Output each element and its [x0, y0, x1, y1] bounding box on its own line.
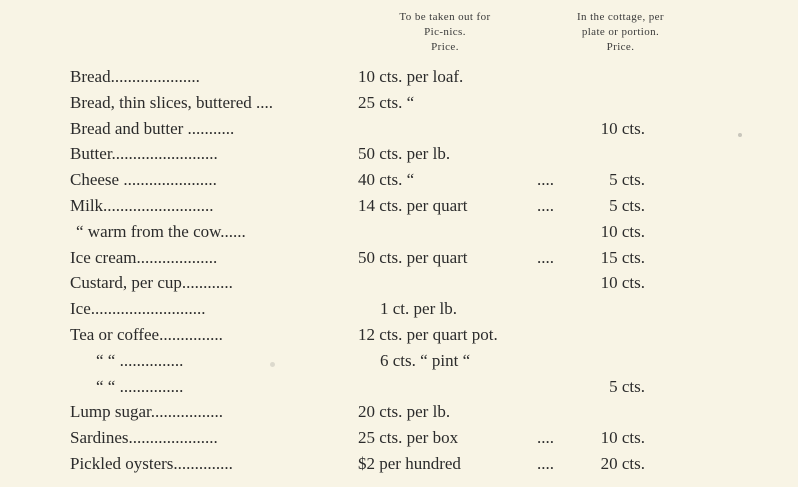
picnic-header-line: Price.	[431, 41, 459, 53]
cottage-price: 10 cts.	[600, 118, 645, 138]
item-name: “ “ ...............	[96, 376, 184, 396]
item-name: Ice...........................	[70, 299, 206, 319]
cottage-price: 15 cts.	[600, 247, 645, 267]
picnic-price: 25 cts. per box	[358, 428, 459, 448]
item-name: Milk..........................	[70, 195, 214, 215]
item-name: Pickled oysters..............	[70, 453, 233, 473]
cottage-price: 5 cts.	[609, 170, 645, 190]
leader-dots: ....	[537, 195, 554, 215]
table-row	[0, 296, 798, 322]
table-row	[0, 245, 798, 271]
table-row	[0, 270, 798, 296]
picnic-price: 12 cts. per quart pot.	[358, 324, 498, 344]
picnic-price: 20 cts. per lb.	[358, 402, 451, 422]
item-name: Custard, per cup............	[70, 273, 233, 293]
cottage-price: 20 cts.	[600, 453, 645, 473]
table-row	[0, 90, 798, 116]
picnic-price: 50 cts. per quart	[358, 247, 468, 267]
picnic-price: 25 cts. “	[358, 92, 415, 112]
item-name: Bread, thin slices, buttered ....	[70, 92, 274, 112]
picnic-price: 1 ct. per lb.	[380, 299, 457, 319]
picnic-price: 6 cts. “ pint “	[380, 350, 471, 370]
cottage-header-line: plate or portion.	[581, 26, 660, 38]
item-name: “ “ ...............	[96, 350, 184, 370]
table-row	[0, 374, 798, 400]
cottage-price: 10 cts.	[600, 273, 645, 293]
table-row	[0, 219, 798, 245]
table-row	[0, 322, 798, 348]
cottage-header-line: Price.	[606, 41, 635, 53]
item-name: Bread and butter ...........	[70, 118, 235, 138]
table-row	[0, 64, 798, 90]
cottage-price: 10 cts.	[600, 428, 645, 448]
item-name: Tea or coffee...............	[70, 324, 223, 344]
price-table	[0, 64, 798, 477]
cottage-price: 5 cts.	[609, 195, 645, 215]
cottage-price: 5 cts.	[609, 376, 645, 396]
picnic-price: 10 cts. per loaf.	[358, 67, 464, 86]
item-name: Cheese ......................	[70, 170, 217, 190]
paper-speck	[738, 133, 742, 137]
paper-speck	[270, 362, 275, 367]
table-row	[0, 167, 798, 193]
leader-dots: ....	[537, 453, 554, 473]
picnic-header-line: To be taken out for	[399, 11, 491, 23]
cottage-column-header	[548, 10, 693, 55]
table-row	[0, 116, 798, 142]
picnic-header-line: Pic-nics.	[424, 26, 466, 38]
table-row	[0, 451, 798, 477]
cottage-header-line: In the cottage, per	[576, 11, 664, 23]
item-name: Bread.....................	[70, 67, 200, 86]
picnic-price: 50 cts. per lb.	[358, 144, 451, 164]
table-row	[0, 348, 798, 374]
item-name: Ice cream...................	[70, 247, 218, 267]
item-name: “ warm from the cow......	[76, 221, 246, 241]
picnic-column-header	[370, 10, 520, 55]
leader-dots: ....	[537, 170, 554, 190]
item-name: Butter.........................	[70, 144, 218, 164]
cottage-price: 10 cts.	[600, 221, 645, 241]
table-row	[0, 141, 798, 167]
table-row	[0, 399, 798, 425]
picnic-price: 40 cts. “	[358, 170, 415, 190]
table-row	[0, 193, 798, 219]
item-name: Lump sugar.................	[70, 402, 223, 422]
picnic-price: $2 per hundred	[358, 453, 461, 473]
leader-dots: ....	[537, 428, 554, 448]
table-row	[0, 425, 798, 451]
picnic-price: 14 cts. per quart	[358, 195, 468, 215]
item-name: Sardines.....................	[70, 428, 218, 448]
leader-dots: ....	[537, 247, 554, 267]
